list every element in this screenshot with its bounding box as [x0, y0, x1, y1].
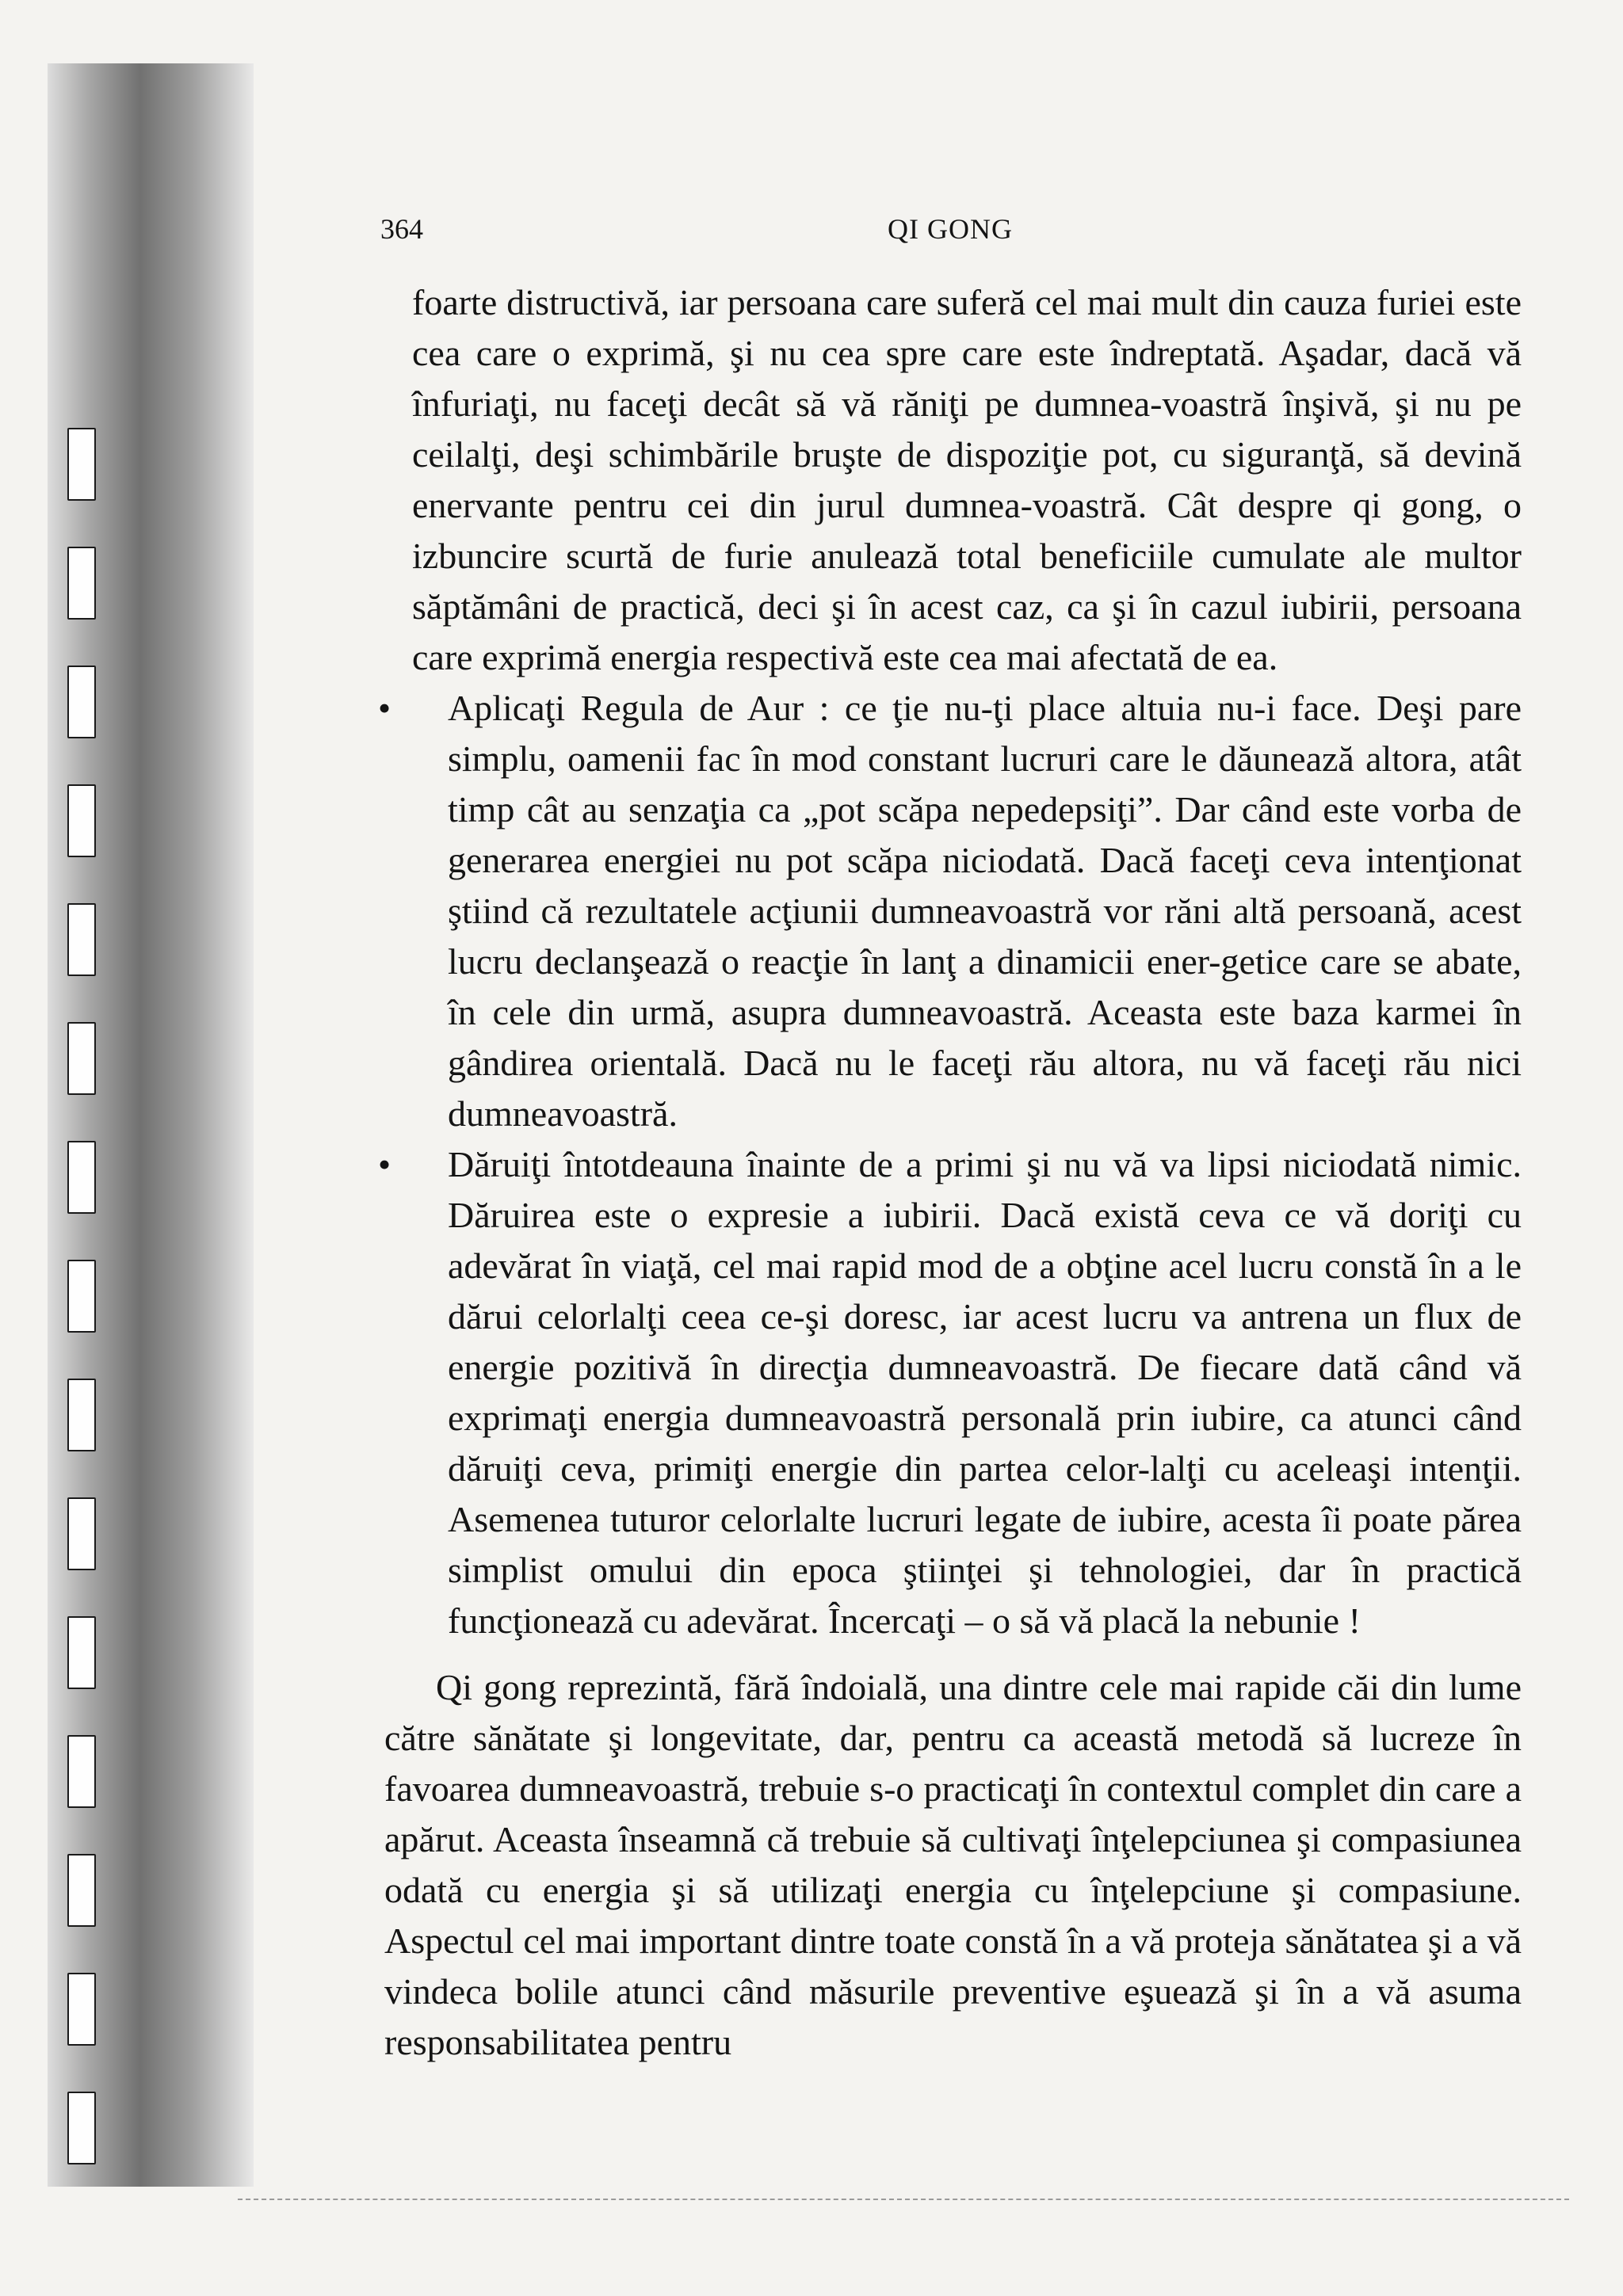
list-item	[378, 683, 1522, 1139]
binding-hole	[67, 903, 96, 976]
binding-hole	[67, 1260, 96, 1333]
list-item-text: Aplicaţi Regula de Aur : ce ţie nu-ţi place altuia nu-i face. Deşi pare simplu, oamenii fac în mod constant lucruri care le dăunează altora, atât timp cât au senzaţia ca „pot scăpa nepedepsiţi”. Dar când este vorba de generarea energiei nu pot scăpa niciodată. Dacă faceţi ceva intenţionat ştiind că rezultatele acţiunii dumneavoastră vor răni altă persoană, acest lucru declanşează o reacţie în lanţ a dinamicii ener-getice care se abate, în cele din urmă, asupra dumneavoastră. Aceasta este baza karmei în gândirea orientală. Dacă nu le faceţi rău altora, nu vă faceţi rău nici dumneavoastră.	[448, 688, 1522, 1134]
binding-hole	[67, 1022, 96, 1095]
bullet-list	[378, 683, 1522, 1646]
list-item	[378, 1139, 1522, 1646]
page-bottom-edge	[238, 2199, 1569, 2200]
running-head: QI GONG	[888, 213, 1013, 245]
binding-hole	[67, 1497, 96, 1570]
page-number: 364	[380, 213, 423, 245]
closing-paragraph: Qi gong reprezintă, fără îndoială, una dintre cele mai rapide căi din lume către sănătate şi longevitate, dar, pentru ca această metodă să lucreze în favoarea dumneavoastră, trebuie s-o practicaţi în contextul complet din care a apărut. Aceasta înseamnă că trebuie să cultivaţi înţelepciunea şi compasiunea odată cu energia şi să utilizaţi energia cu înţelepciune şi compasiune. Aspectul cel mai important dintre toate constă în a vă proteja sănătatea şi a vă vindeca bolile atunci când măsurile preventive eşuează şi în a vă asuma responsabilitatea pentru	[384, 1667, 1522, 2062]
binding-hole	[67, 1854, 96, 1927]
binding-hole	[67, 784, 96, 857]
binding-hole	[67, 1735, 96, 1808]
binding-hole	[67, 1379, 96, 1451]
binding-hole	[67, 547, 96, 620]
binding-hole	[67, 1141, 96, 1214]
binding-hole	[67, 1616, 96, 1689]
page-body	[378, 277, 1522, 2068]
bullet-icon: •	[378, 688, 391, 728]
page-header	[380, 212, 1506, 252]
binding-hole	[67, 666, 96, 738]
list-item-text: Dăruiţi întotdeauna înainte de a primi şi nu vă va lipsi niciodată nimic. Dăruirea este o expresie a iubirii. Dacă există ceva ce vă doriţi cu adevărat în viaţă, cel mai rapid mod de a obţine acel lucru constă în a le dărui celorlalţi ceea ce-şi doresc, iar acest lucru va antrena un flux de energie pozitivă în direcţia dumneavoastră. De fiecare dată când vă exprimaţi energia dumneavoastră personală prin iubire, ca atunci când dăruiţi ceva, primiţi energie din partea celor-lalţi cu aceleaşi intenţii. Asemenea tuturor celorlalte lucruri legate de iubire, acesta îi poate părea simplist omului din epoca ştiinţei şi tehnologiei, dar în practică funcţionează cu adevărat. Încercaţi – o să vă placă la nebunie !	[448, 1144, 1522, 1641]
binding-hole	[67, 1973, 96, 2046]
binding-hole	[67, 428, 96, 501]
binding-hole	[67, 2092, 96, 2164]
continuation-paragraph: foarte distructivă, iar persoana care suferă cel mai mult din cauza furiei este cea care o exprimă, şi nu cea spre care este îndreptată. Aşadar, dacă vă înfuriaţi, nu faceţi decât să vă răniţi pe dumnea-voastră înşivă, şi nu pe ceilalţi, deşi schimbările bruşte de dispoziţie pot, cu siguranţă, să devină enervante pentru cei din jurul dumnea-voastră. Cât despre qi gong, o izbuncire scurtă de furie anulează total beneficiile cumulate ale multor săptămâni de practică, deci şi în acest caz, ca şi în cazul iubirii, persoana care exprimă energia respectivă este cea mai afectată de ea.	[412, 282, 1522, 677]
bullet-icon: •	[378, 1144, 391, 1184]
